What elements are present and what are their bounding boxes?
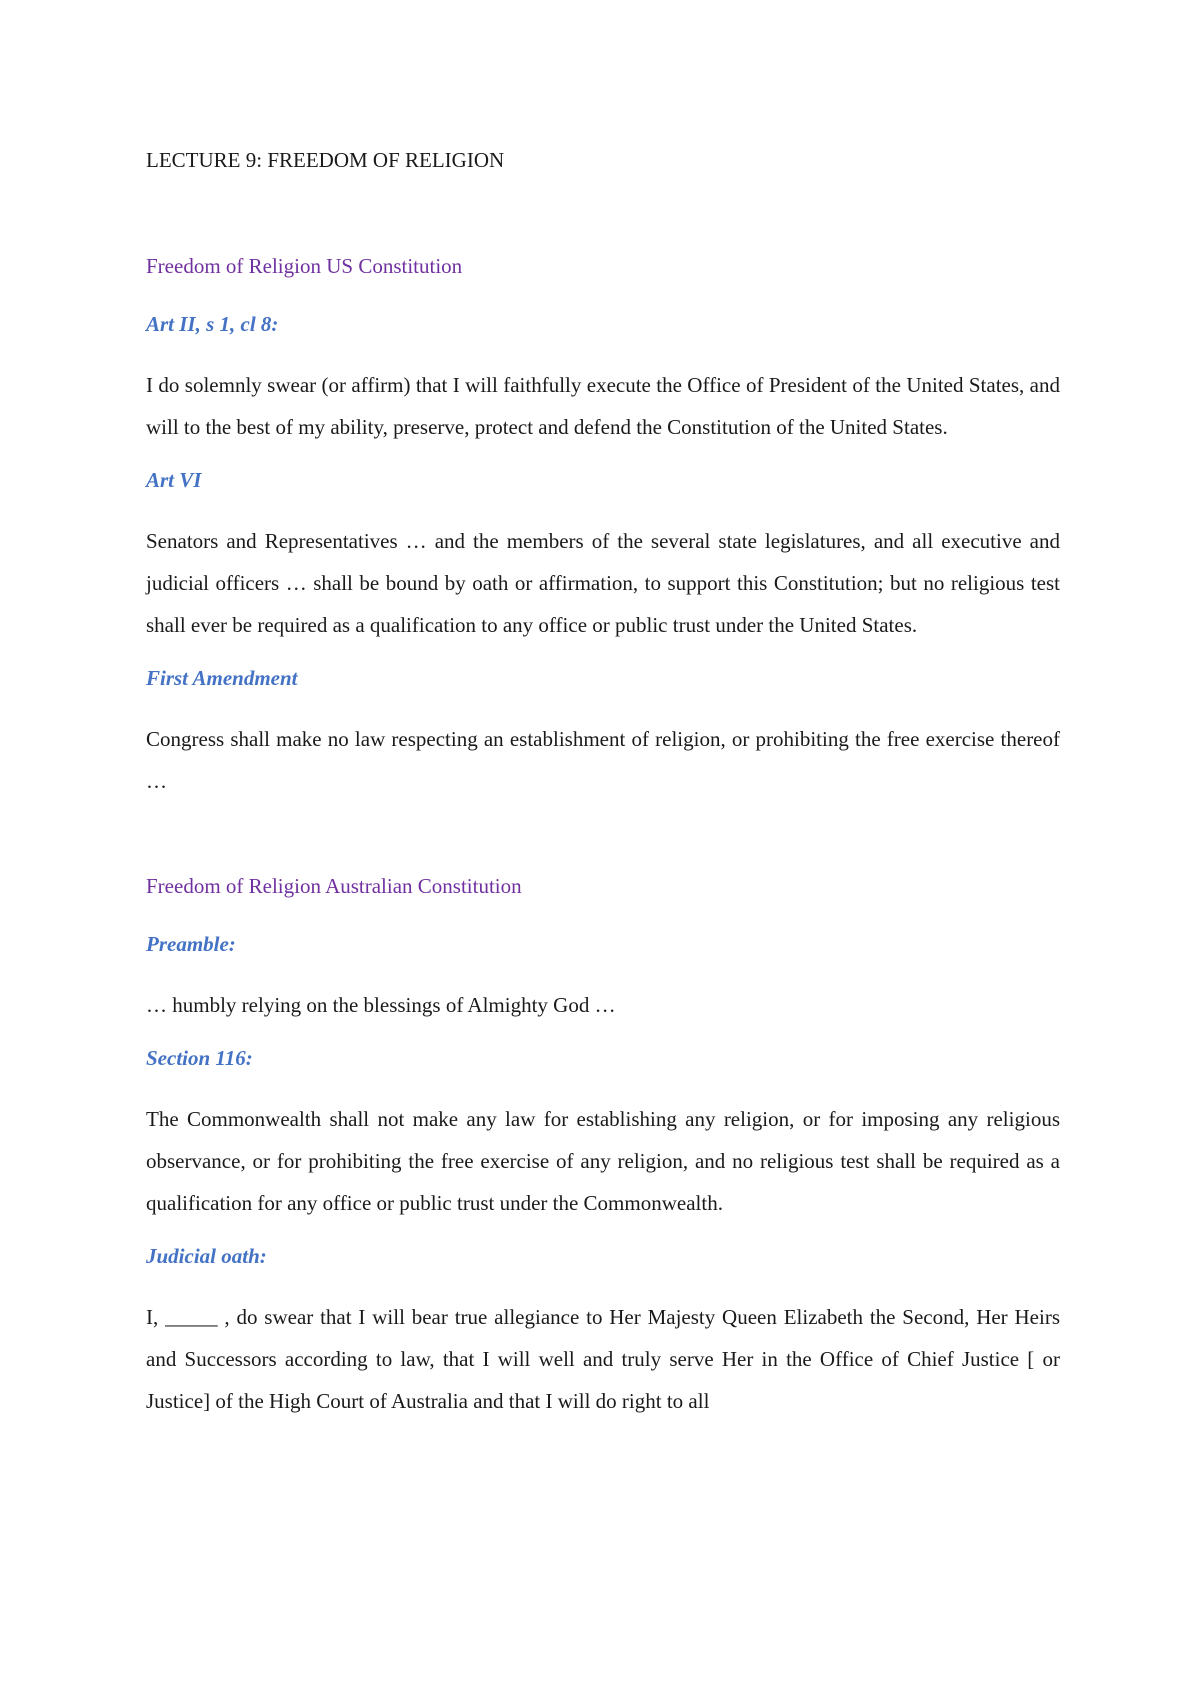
subheading-section-116: Section 116:: [146, 1046, 253, 1070]
subheading-first-amendment: First Amendment: [146, 666, 298, 690]
subheading-judicial-oath: Judicial oath:: [146, 1244, 267, 1268]
paragraph-preamble: … humbly relying on the blessings of Almighty God …: [146, 993, 616, 1017]
section-spacer: [146, 820, 1060, 872]
paragraph-section-116: The Commonwealth shall not make any law for establishing any religion, or for imposing any religious observance, or for prohibiting the free exercise of any religion, and no religious test shall be required as a qualification for any office or public trust under the Commonwealth.: [146, 1107, 1060, 1215]
lecture-title: LECTURE 9: FREEDOM OF RELIGION: [146, 148, 505, 172]
paragraph-first-amendment: Congress shall make no law respecting an establishment of religion, or prohibiting the free exercise thereof …: [146, 727, 1060, 793]
paragraph-art-vi: Senators and Representatives … and the members of the several state legislatures, and all executive and judicial officers … shall be bound by oath or affirmation, to support this Constitution; but no religious test shall ever be required as a qualification to any office or public trust under the United States.: [146, 529, 1060, 637]
section-heading-australian-constitution: Freedom of Religion Australian Constitution: [146, 874, 522, 898]
document-content: [146, 146, 1060, 1440]
paragraph-judicial-oath: I, _____ , do swear that I will bear true allegiance to Her Majesty Queen Elizabeth the Second, Her Heirs and Successors according to law, that I will well and truly serve Her in the Office of Chief Justice [ or Justice] of the High Court of Australia and that I will do right to all: [146, 1305, 1060, 1413]
subheading-art-ii: Art II, s 1, cl 8:: [146, 312, 279, 336]
subheading-art-vi: Art VI: [146, 468, 202, 492]
paragraph-presidential-oath: I do solemnly swear (or affirm) that I will faithfully execute the Office of President of the United States, and will to the best of my ability, preserve, protect and defend the Constitution of the United States.: [146, 373, 1060, 439]
subheading-preamble: Preamble:: [146, 932, 236, 956]
section-heading-us-constitution: Freedom of Religion US Constitution: [146, 254, 463, 278]
